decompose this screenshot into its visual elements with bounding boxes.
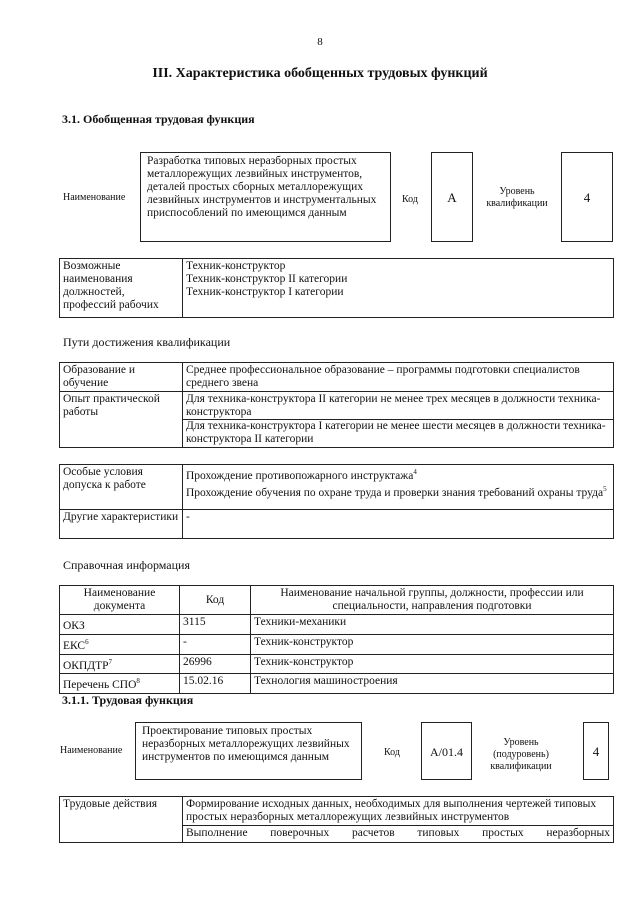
positions-list xyxy=(183,259,614,318)
conditions-values xyxy=(183,465,614,510)
education-table xyxy=(59,362,614,448)
tf-level-value: 4 xyxy=(583,722,609,780)
positions-table xyxy=(59,258,614,318)
experience-label: Опыт практической работы xyxy=(60,392,183,448)
ref-doc: ОКПДТР$^7$ xyxy=(60,654,180,674)
position-item: Техник-конструктор xyxy=(186,260,286,272)
position-item: Техник-конструктор II категории xyxy=(186,273,348,285)
position-item: Техник-конструктор I категории xyxy=(186,286,344,298)
reference-heading: Справочная информация xyxy=(63,558,190,572)
conditions-table xyxy=(59,464,614,539)
actions-table xyxy=(59,796,614,843)
ref-code: 15.02.16 xyxy=(180,674,251,694)
positions-label: Возможные наименования должностей, профессий рабочих xyxy=(60,259,183,318)
ref-code: 3115 xyxy=(180,615,251,635)
action-item-1: Формирование исходных данных, необходимых для выполнения чертежей типовых простых неразборных металлорежущих лезвийных инструментов xyxy=(183,797,614,826)
other-label: Другие характеристики xyxy=(60,510,183,539)
tf-code-value: A/01.4 xyxy=(421,722,472,780)
ref-name: Техники-механики xyxy=(251,615,614,635)
table-row xyxy=(60,634,614,654)
ref-doc: ОКЗ xyxy=(60,615,180,635)
tf-name-value: Проектирование типовых простых неразборных металлорежущих лезвийных инструментов по имеющимся данным xyxy=(135,722,362,780)
reference-table xyxy=(59,585,614,694)
ref-header-name: Наименование начальной группы, должности, профессии или специальности, направления подготовки xyxy=(251,586,614,615)
tf-level-label: Уровень (подуровень) квалификации xyxy=(490,737,552,772)
page-number: 8 xyxy=(317,36,323,48)
ref-header-doc: Наименование документа xyxy=(60,586,180,615)
experience-value-2: Для техника-конструктора I категории не менее шести месяцев в должности техника-конструктора II категории xyxy=(183,419,613,446)
table-row xyxy=(60,674,614,694)
gtf-code-value: А xyxy=(431,152,473,242)
other-value: - xyxy=(183,510,614,539)
experience-values xyxy=(183,392,614,448)
tf-code-label: Код xyxy=(384,747,400,758)
tf-name-label: Наименование xyxy=(60,745,123,756)
actions-label: Трудовые действия xyxy=(60,797,183,843)
ref-doc: Перечень СПО$^8$ xyxy=(60,674,180,694)
condition-item-2: Прохождение обучения по охране труда и проверки знания требований охраны труда$^5$ xyxy=(186,484,607,499)
ref-header-code: Код xyxy=(180,586,251,615)
section-title: III. Характеристика обобщенных трудовых функций xyxy=(152,66,488,81)
ref-name: Техник-конструктор xyxy=(251,654,614,674)
gtf-code-label: Код xyxy=(402,194,418,205)
gtf-heading: 3.1. Обобщенная трудовая функция xyxy=(62,112,255,126)
ref-name: Технология машиностроения xyxy=(251,674,614,694)
conditions-label: Особые условия допуска к работе xyxy=(60,465,183,510)
condition-item-1: Прохождение противопожарного инструктажа$^4$ xyxy=(186,468,417,482)
ref-code: 26996 xyxy=(180,654,251,674)
gtf-level-label: Уровень квалификации xyxy=(486,186,548,209)
education-value: Среднее профессиональное образование – программы подготовки специалистов среднего звена xyxy=(183,363,614,392)
footnote-ref: 5 xyxy=(603,484,607,493)
ref-name: Техник-конструктор xyxy=(251,634,614,654)
gtf-name-label: Наименование xyxy=(63,192,126,203)
paths-heading: Пути достижения квалификации xyxy=(63,335,231,349)
ref-doc: ЕКС$^6$ xyxy=(60,634,180,654)
ref-code: - xyxy=(180,634,251,654)
table-row xyxy=(60,654,614,674)
action-item-2: Выполнение поверочных расчетов типовых простых неразборных xyxy=(183,826,614,843)
footnote-ref: 4 xyxy=(413,468,417,476)
tf-heading: 3.1.1. Трудовая функция xyxy=(62,693,194,707)
experience-value-1: Для техника-конструктора II категории не менее трех месяцев в должности техника-конструктора xyxy=(186,393,601,418)
education-label: Образование и обучение xyxy=(60,363,183,392)
table-row xyxy=(60,615,614,635)
gtf-level-value: 4 xyxy=(561,152,613,242)
gtf-name-value: Разработка типовых неразборных простых металлорежущих лезвийных инструментов, деталей простых сборных металлорежущих лезвийных инструментов и инструментальных приспособлений по имеющимся данным xyxy=(140,152,391,242)
